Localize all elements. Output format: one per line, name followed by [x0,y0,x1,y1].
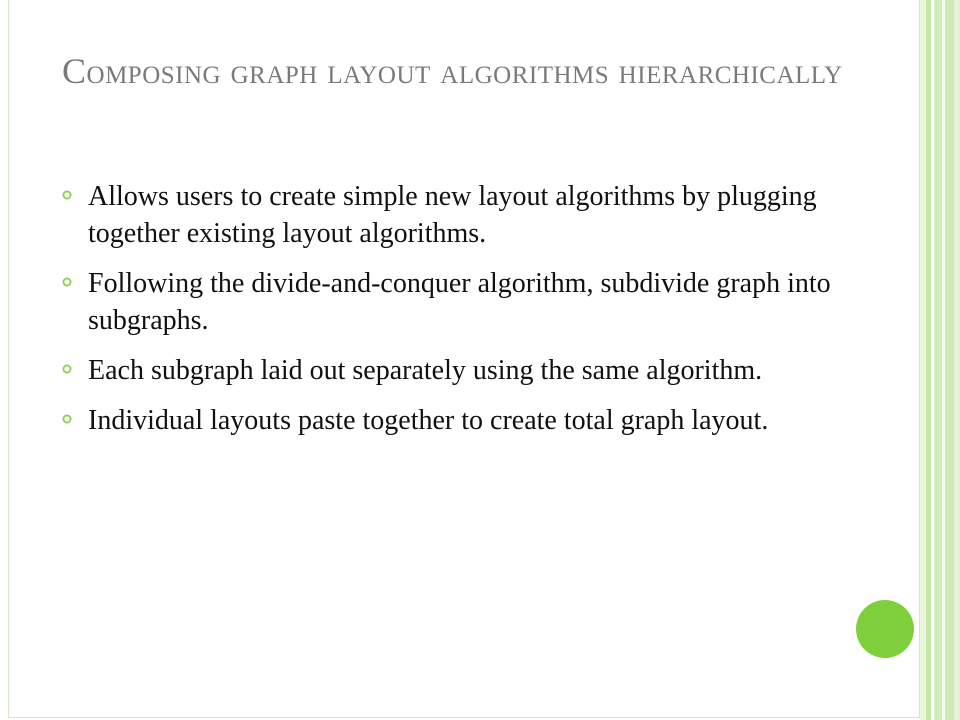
hollow-circle-icon [62,364,72,374]
accent-dot [856,600,914,658]
decorative-stripe [954,0,960,720]
bullet-text: Following the divide-and-conquer algorithm, subdivide graph into subgraphs. [88,268,831,336]
decorative-stripe [934,0,942,720]
slide-title: Composing graph layout algorithms hierarchically [62,51,843,91]
bullet-item [62,178,842,252]
hollow-circle-icon [62,190,72,200]
hollow-circle-icon [62,277,72,287]
bullet-item [62,265,842,339]
bullet-text: Individual layouts paste together to create total graph layout. [88,405,769,436]
hollow-circle-icon [62,414,72,424]
bullet-list [62,178,842,452]
bullet-item [62,352,842,389]
bullet-text: Each subgraph laid out separately using the same algorithm. [88,355,763,386]
bullet-item [62,402,842,439]
bullet-text: Allows users to create simple new layout algorithms by plugging together existing layout algorithms. [88,181,817,249]
decorative-stripe [945,0,954,720]
